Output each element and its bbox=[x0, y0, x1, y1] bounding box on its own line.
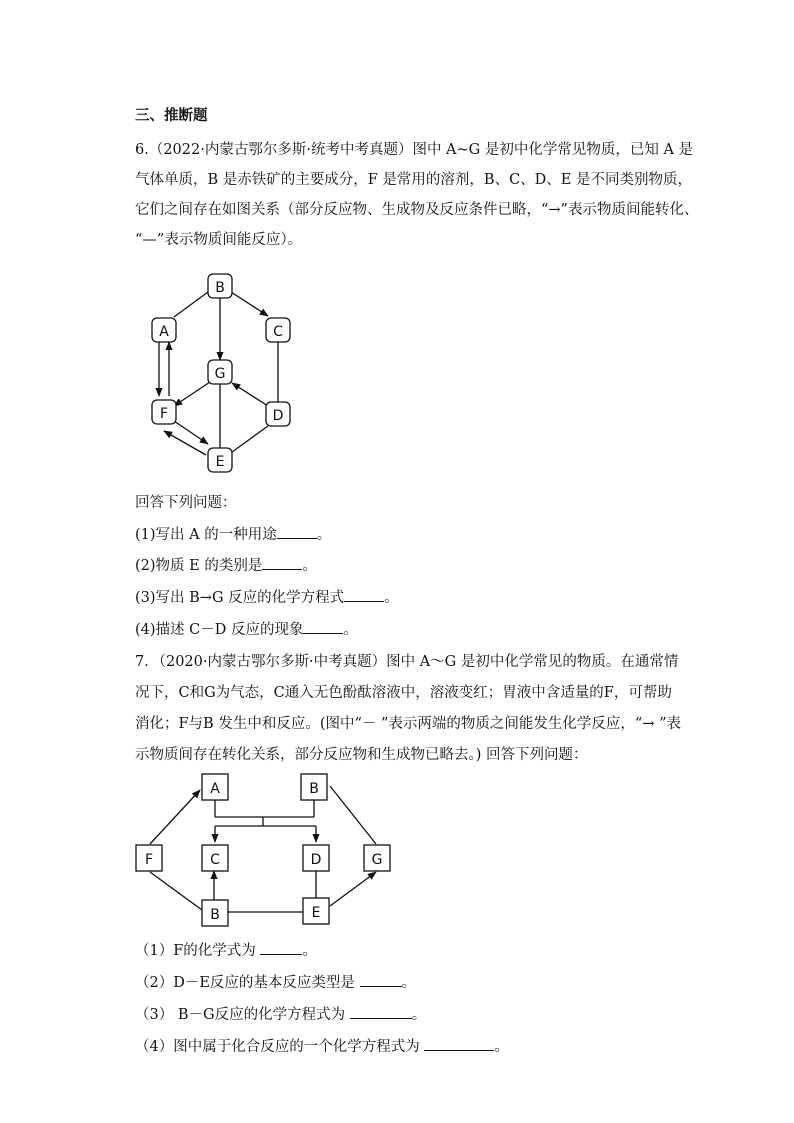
punct: 。 bbox=[302, 943, 317, 959]
answer-blank[interactable] bbox=[277, 524, 317, 539]
answer-blank[interactable] bbox=[360, 972, 402, 987]
q6-edge-e-f bbox=[164, 431, 206, 455]
q7-edge-f-b bbox=[150, 872, 202, 910]
q7-text-line-4: 示物质间存在转化关系，部分反应物和生成物已略去。) 回答下列问题： bbox=[135, 747, 588, 763]
q7-edge-b-g bbox=[330, 786, 376, 844]
q6-text-line-1: 6.（2022·内蒙古鄂尔多斯·统考中考真题）图中 A~G 是初中化学常见物质，已知 A 是 bbox=[135, 142, 694, 158]
q7-node-b-top bbox=[301, 774, 327, 800]
svg-text:D: D bbox=[310, 852, 322, 868]
q6-node-d bbox=[266, 402, 290, 426]
svg-text:G: G bbox=[371, 852, 383, 868]
q6-node-c bbox=[266, 318, 290, 342]
q6-node-a bbox=[152, 318, 176, 342]
q6-edge-b-a bbox=[174, 292, 208, 317]
answer-blank[interactable] bbox=[303, 619, 343, 634]
q6-sub-2 bbox=[135, 555, 317, 576]
q6-edge-d-e bbox=[232, 426, 268, 452]
q6-sub-1-text: (1)写出 A 的一种用途 bbox=[135, 527, 277, 543]
q6-sub-2-text: (2)物质 E 的类别是 bbox=[135, 558, 263, 574]
svg-text:B: B bbox=[210, 907, 220, 923]
svg-text:G: G bbox=[214, 366, 226, 382]
q7-text-line-2: 况下，C和G为气态，C通入无色酚酞溶液中，溶液变红；胃液中含适量的F，可帮助 bbox=[135, 685, 672, 701]
q7-edge-e-g bbox=[330, 872, 376, 906]
q7-sub-2 bbox=[135, 972, 416, 993]
punct: 。 bbox=[411, 1007, 427, 1023]
q6-text-line-2: 气体单质，B 是赤铁矿的主要成分，F 是常用的溶剂，B、C、D、E 是不同类别物质， bbox=[135, 172, 693, 188]
punct: 。 bbox=[302, 558, 317, 574]
svg-text:F: F bbox=[159, 406, 169, 422]
svg-text:B: B bbox=[309, 781, 319, 797]
punct: 。 bbox=[343, 622, 358, 638]
answer-blank[interactable] bbox=[350, 1004, 412, 1019]
q7-text-line-3: 消化；F与B 发生中和反应。(图中“－ ”表示两端的物质之间能发生化学反应，“→ ”表 bbox=[135, 716, 681, 732]
q7-node-a bbox=[202, 774, 228, 800]
q6-node-g bbox=[208, 360, 232, 384]
punct: 。 bbox=[494, 1039, 509, 1055]
answer-blank[interactable] bbox=[344, 587, 384, 602]
svg-text:C: C bbox=[210, 852, 220, 868]
punct: 。 bbox=[316, 527, 332, 543]
q7-node-f bbox=[136, 845, 162, 871]
svg-text:F: F bbox=[144, 852, 154, 868]
q6-sub-4 bbox=[135, 619, 358, 640]
q6-text-line-3: 它们之间存在如图关系（部分反应物、生成物及反应条件已略，“→”表示物质间能转化、 bbox=[135, 202, 699, 218]
q6-edge-b-c bbox=[231, 292, 268, 316]
answer-blank[interactable] bbox=[424, 1036, 494, 1051]
svg-text:C: C bbox=[273, 324, 283, 340]
q7-sub-4-text: （4）图中属于化合反应的一个化学方程式为 bbox=[135, 1039, 425, 1055]
svg-text:B: B bbox=[215, 280, 225, 296]
q6-sub-4-text: (4)描述 C－D 反应的现象 bbox=[135, 622, 304, 638]
punct: 。 bbox=[384, 590, 399, 606]
q7-node-e bbox=[303, 898, 329, 924]
q7-edge-f-a bbox=[150, 790, 200, 844]
q7-sub-1-text: （1）F的化学式为 bbox=[135, 943, 261, 959]
q7-sub-3 bbox=[135, 1004, 426, 1025]
section-heading: 三、推断题 bbox=[135, 108, 208, 124]
q7-node-g bbox=[364, 845, 390, 871]
q7-sub-4 bbox=[135, 1036, 509, 1057]
svg-text:E: E bbox=[215, 454, 225, 470]
q6-sub-3 bbox=[135, 587, 399, 608]
q6-edge-g-f bbox=[174, 382, 210, 406]
q7-sub-3-text: （3） B－G反应的化学方程式为 bbox=[135, 1007, 350, 1023]
q6-prompt: 回答下列问题： bbox=[135, 495, 237, 511]
q6-edge-d-g bbox=[232, 383, 268, 406]
svg-text:A: A bbox=[159, 324, 169, 340]
q7-node-d bbox=[303, 845, 329, 871]
answer-blank[interactable] bbox=[262, 555, 302, 570]
punct: 。 bbox=[401, 975, 417, 991]
svg-text:E: E bbox=[311, 905, 321, 921]
answer-blank[interactable] bbox=[260, 940, 302, 955]
q6-node-f bbox=[152, 400, 176, 424]
q6-sub-3-text: (3)写出 B→G 反应的化学方程式 bbox=[135, 590, 345, 606]
q7-sub-1 bbox=[135, 940, 317, 961]
q6-node-e bbox=[208, 448, 232, 472]
q7-text-line-1: 7．（2020·内蒙古鄂尔多斯·中考真题）图中 A～G 是初中化学常见的物质。在通常情 bbox=[135, 654, 679, 670]
q7-node-b-bottom bbox=[202, 900, 228, 926]
q6-node-b bbox=[208, 274, 232, 298]
q6-sub-1 bbox=[135, 524, 331, 545]
q6-text-line-4: “—”表示物质间能反应）。 bbox=[135, 232, 303, 248]
svg-text:A: A bbox=[210, 781, 220, 797]
q6-edge-f-e bbox=[174, 421, 208, 444]
q6-relation-diagram bbox=[140, 268, 310, 478]
q7-relation-diagram bbox=[130, 770, 400, 930]
q7-node-c bbox=[202, 845, 228, 871]
q7-sub-2-text: （2）D－E反应的基本反应类型是 bbox=[135, 975, 360, 991]
svg-text:D: D bbox=[272, 408, 284, 424]
